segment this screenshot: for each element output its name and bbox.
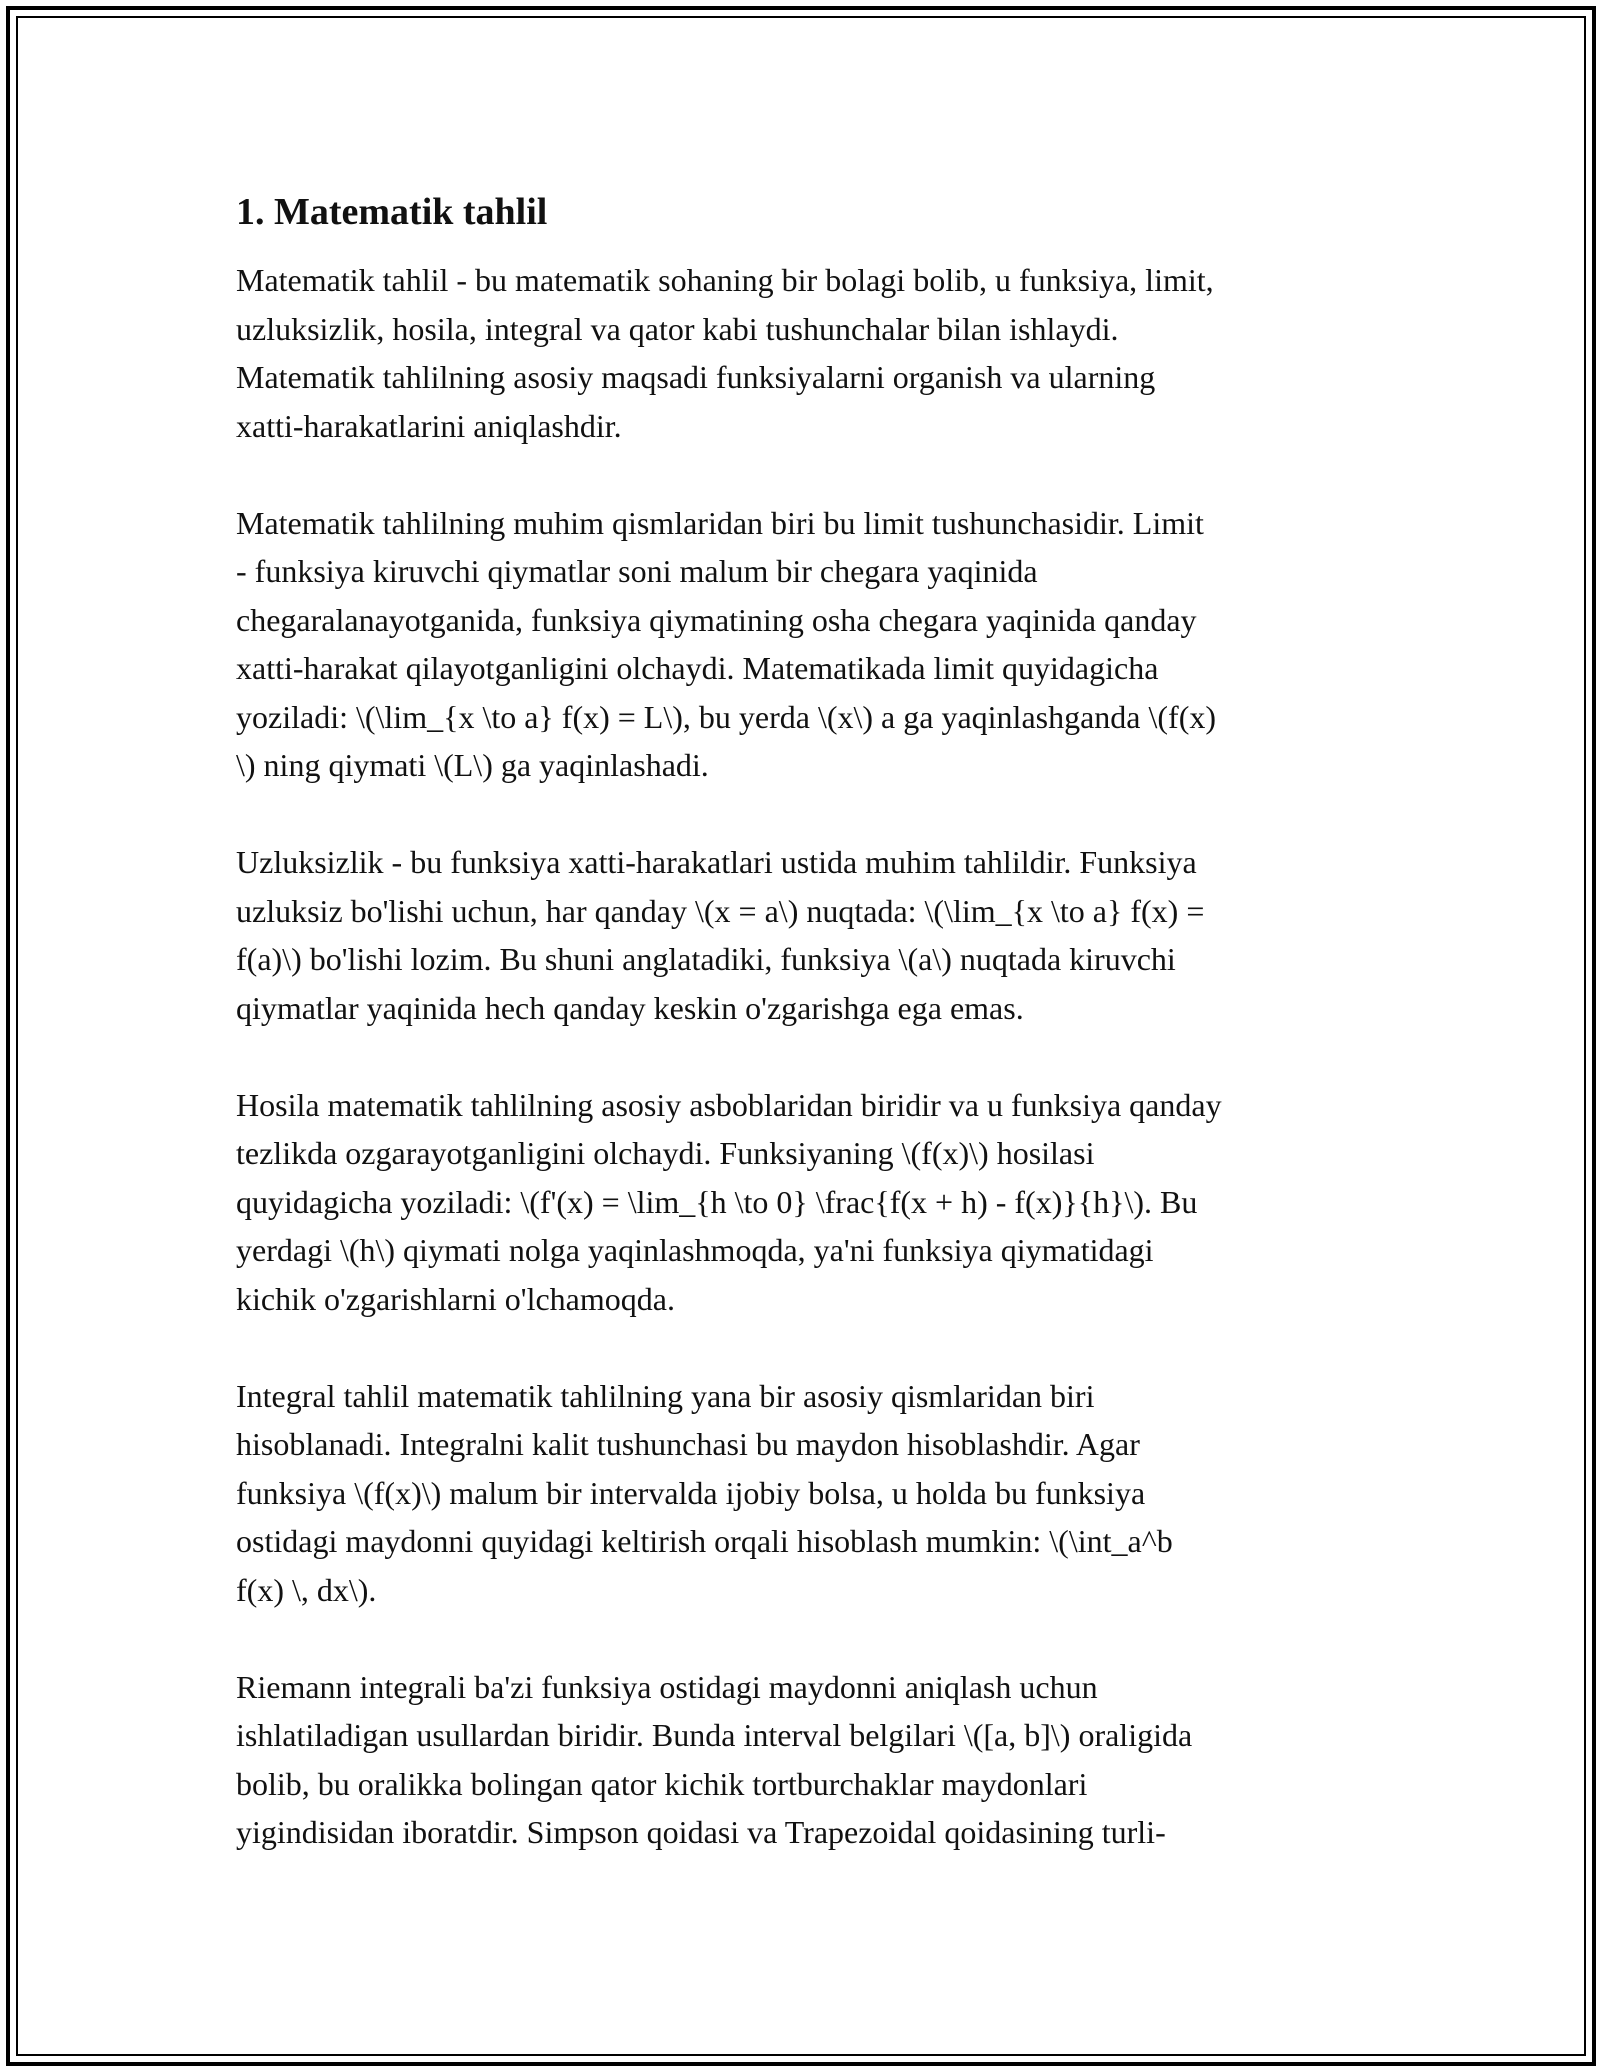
document-body <box>236 186 1376 1905</box>
text-line: Matematik tahlil - bu matematik sohaning bir bolagi bolib, u funksiya, limit, <box>236 262 1214 298</box>
text-line: Riemann integrali ba'zi funksiya ostidagi maydonni aniqlash uchun <box>236 1668 1098 1705</box>
text-line: Uzluksizlik - bu funksiya xatti-harakatlari ustida muhim tahlildir. Funksiya <box>236 844 1197 880</box>
text-line: \) ning qiymati \(L\) ga yaqinlashadi. <box>236 747 709 783</box>
text-line: tezlikda ozgarayotganligini olchaydi. Funksiyaning \(f(x)\) hosilasi <box>236 1135 1095 1171</box>
text-line: Matematik tahlilning asosiy maqsadi funksiyalarni organish va ularning <box>236 359 1156 395</box>
paragraph-riemann <box>236 1663 1376 1857</box>
text-line: - funksiya kiruvchi qiymatlar soni malum bir chegara yaqinida <box>236 553 1038 589</box>
text-line: Hosila matematik tahlilning asosiy asboblaridan biridir va u funksiya qanday <box>236 1086 1222 1123</box>
paragraph-integral <box>236 1372 1376 1615</box>
text-line: ishlatiladigan usullardan biridir. Bunda interval belgilari \([a, b]\) oraligida <box>236 1717 1193 1753</box>
text-line: bolib, bu oralikka bolingan qator kichik tortburchaklar maydonlari <box>236 1765 1088 1802</box>
text-line: quyidagicha yoziladi: \(f'(x) = \lim_{h \to 0} \frac{f(x + h) - f(x)}{h}\). Bu <box>236 1183 1198 1220</box>
text-line: chegaralanayotganida, funksiya qiymatining osha chegara yaqinida qanday <box>236 601 1197 638</box>
text-line: kichik o'zgarishlarni o'lchamoqda. <box>236 1280 675 1317</box>
text-line: yigindisidan iboratdir. Simpson qoidasi va Trapezoidal qoidasining turli- <box>236 1814 1166 1850</box>
paragraph-continuity <box>236 838 1376 1032</box>
text-line: uzluksizlik, hosila, integral va qator kabi tushunchalar bilan ishlaydi. <box>236 310 1119 347</box>
text-line: yoziladi: \(\lim_{x \to a} f(x) = L\), bu yerda \(x\) a ga yaqinlashganda \(f(x) <box>236 698 1217 735</box>
text-line: f(a)\) bo'lishi lozim. Bu shuni anglatadiki, funksiya \(a\) nuqtada kiruvchi <box>236 941 1176 977</box>
text-line: ostidagi maydonni quyidagi keltirish orqali hisoblash mumkin: \(\int_a^b <box>236 1523 1173 1559</box>
text-line: uzluksiz bo'lishi uchun, har qanday \(x = a\) nuqtada: \(\lim_{x \to a} f(x) = <box>236 892 1205 929</box>
paragraph-limit <box>236 499 1376 790</box>
text-line: xatti-harakat qilayotganligini olchaydi. Matematikada limit quyidagicha <box>236 650 1159 686</box>
text-line: yerdagi \(h\) qiymati nolga yaqinlashmoqda, ya'ni funksiya qiymatidagi <box>236 1232 1154 1268</box>
paragraph-derivative <box>236 1081 1376 1324</box>
text-line: f(x) \, dx\). <box>236 1571 377 1608</box>
paragraph-intro <box>236 256 1376 450</box>
text-line: qiymatlar yaqinida hech qanday keskin o'zgarishga ega emas. <box>236 989 1024 1026</box>
text-line: xatti-harakatlarini aniqlashdir. <box>236 407 622 444</box>
section-heading: 1. Matematik tahlil <box>236 191 548 233</box>
text-line: Integral tahlil matematik tahlilning yana bir asosiy qismlaridan biri <box>236 1377 1095 1414</box>
text-line: funksiya \(f(x)\) malum bir intervalda ijobiy bolsa, u holda bu funksiya <box>236 1474 1146 1511</box>
text-line: hisoblanadi. Integralni kalit tushunchasi bu maydon hisoblashdir. Agar <box>236 1426 1140 1462</box>
text-line: Matematik tahlilning muhim qismlaridan biri bu limit tushunchasidir. Limit <box>236 504 1204 541</box>
